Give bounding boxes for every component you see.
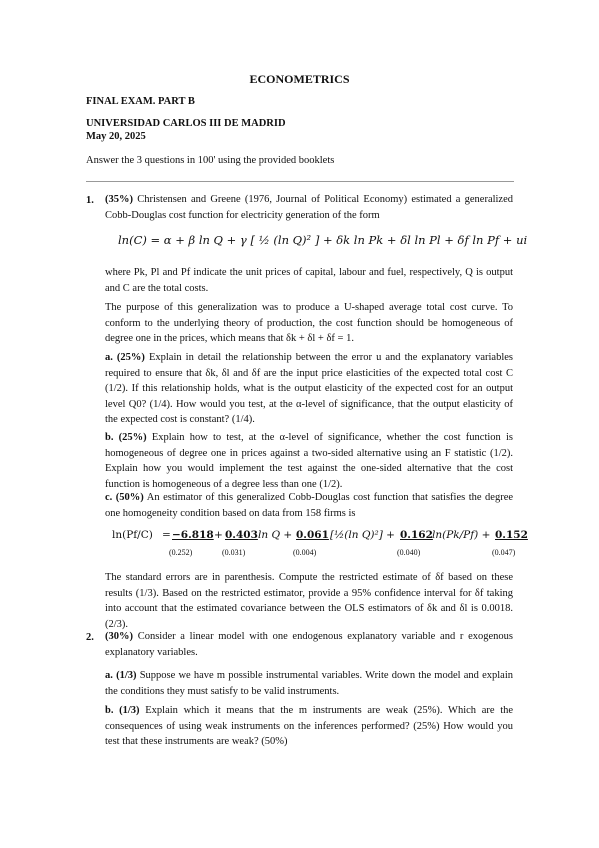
question-1b-text: Explain how to test, at the α-level of significance, whether the cost function is homogeneous of degree one in prices against a two-sided alternative using an F statistic (1/2). Explain how you would implement the test against the one-sided alternative that the cost function is homogeneous of a degree less than one (1/2). [105,432,513,490]
estimated-equation: ln(Pf/C) = −6.818 (0.252) + 0.403 (0.031) ln Q + 0.061 (0.004) [½(ln Q)²] + 0.162 (0.040) ln(Pk/Pf) + 0.152 (0.047) [112,529,528,557]
cost-function-equation: ln(C) = α + β ln Q + γ [ ½ (ln Q)² ] + δk ln Pk + δl ln Pl + δf ln Pf + ui [118,233,528,247]
question-1-variables: where Pk, Pl and Pf indicate the unit prices of capital, labour and fuel, respectively, Q is output and C are the total costs. [105,267,513,294]
estimated-lhs: ln(Pf/C) [112,529,153,541]
question-1a-text: Explain in detail the relationship between the error u and the explanatory variables required to ensure that δk, δl and δf are the input price elasticities of the expected total cost C (1/2). If this relationship holds, what is the output elasticity of the expected cost for an output level Q0? (1/4). How would you test, at the α-level of significance, that the output elasticity of the expected cost is constant? (1/4). [105,352,513,425]
question-2a-text: Suppose we have m possible instrumental variables. Write down the model and explain the conditions they must satisfy to be valid instruments. [105,670,514,697]
question-1-intro-text: Christensen and Greene (1976, Journal of Political Economy) estimated a generalized Cobb-Douglas cost function for electricity generation of the form [105,194,514,221]
question-2-number: 2. [86,632,94,643]
question-2b-text: Explain which it means that the m instruments are weak (25%). Which are the consequences of using weak instruments on the inferences performed? (25%) How would you test that these instruments are weak? (50%) [105,705,514,747]
exam-date: May 20, 2025 [86,131,146,142]
se-lnq2: (0.004) [293,548,317,557]
question-1c [105,490,513,521]
question-1-intro [105,192,513,223]
question-1b-label: b. (25%) [105,432,147,443]
coef-intercept: −6.818 [172,529,214,541]
university-name: UNIVERSIDAD CARLOS III DE MADRID [86,118,286,129]
coef-pl: 0.152 [495,529,528,541]
question-1a [105,350,513,428]
exam-instructions: Answer the 3 questions in 100' using the provided booklets [86,155,335,166]
question-2-intro-text: Consider a linear model with one endogenous explanatory variable and r exogenous explanatory variables. [105,631,513,658]
question-1-weight: (35%) [105,194,133,205]
se-pl: (0.047) [492,548,516,557]
exam-subtitle: FINAL EXAM. PART B [86,96,195,107]
question-1b [105,430,513,492]
question-1-number: 1. [86,195,94,206]
question-1-purpose: The purpose of this generalization was to produce a U-shaped average total cost curve. To conform to the underlying theory of production, the cost function should be homogeneous of degree one in the prices, which means that δk + δl + δf = 1. [105,302,513,344]
question-1a-label: a. (25%) [105,352,145,363]
question-2a-label: a. (1/3) [105,670,137,681]
question-2-weight: (30%) [105,631,133,642]
divider [86,181,514,182]
question-1c-text: An estimator of this generalized Cobb-Douglas cost function that satisfies the degree one homogeneity condition based on data from 158 firms is [105,492,514,519]
coef-lnq2: 0.061 [296,529,329,541]
se-pk: (0.040) [397,548,421,557]
coef-pk: 0.162 [400,529,433,541]
question-2b-label: b. (1/3) [105,705,140,716]
question-1c-followup: The standard errors are in parenthesis. Compute the restricted estimate of δf based on these results (1/3). Based on the restricted estimator, provide a 95% confidence interval for δf taking into account that the estimated covariance between the OLS estimators of δk and δl is 0.0018. (2/3). [105,572,513,630]
document-title: ECONOMETRICS [249,72,350,86]
coef-lnq: 0.403 [225,529,258,541]
se-lnq: (0.031) [222,548,246,557]
se-intercept: (0.252) [169,548,193,557]
question-2b [105,703,513,750]
question-2a [105,668,513,699]
question-2-intro [105,629,513,660]
question-1c-label: c. (50%) [105,492,144,503]
